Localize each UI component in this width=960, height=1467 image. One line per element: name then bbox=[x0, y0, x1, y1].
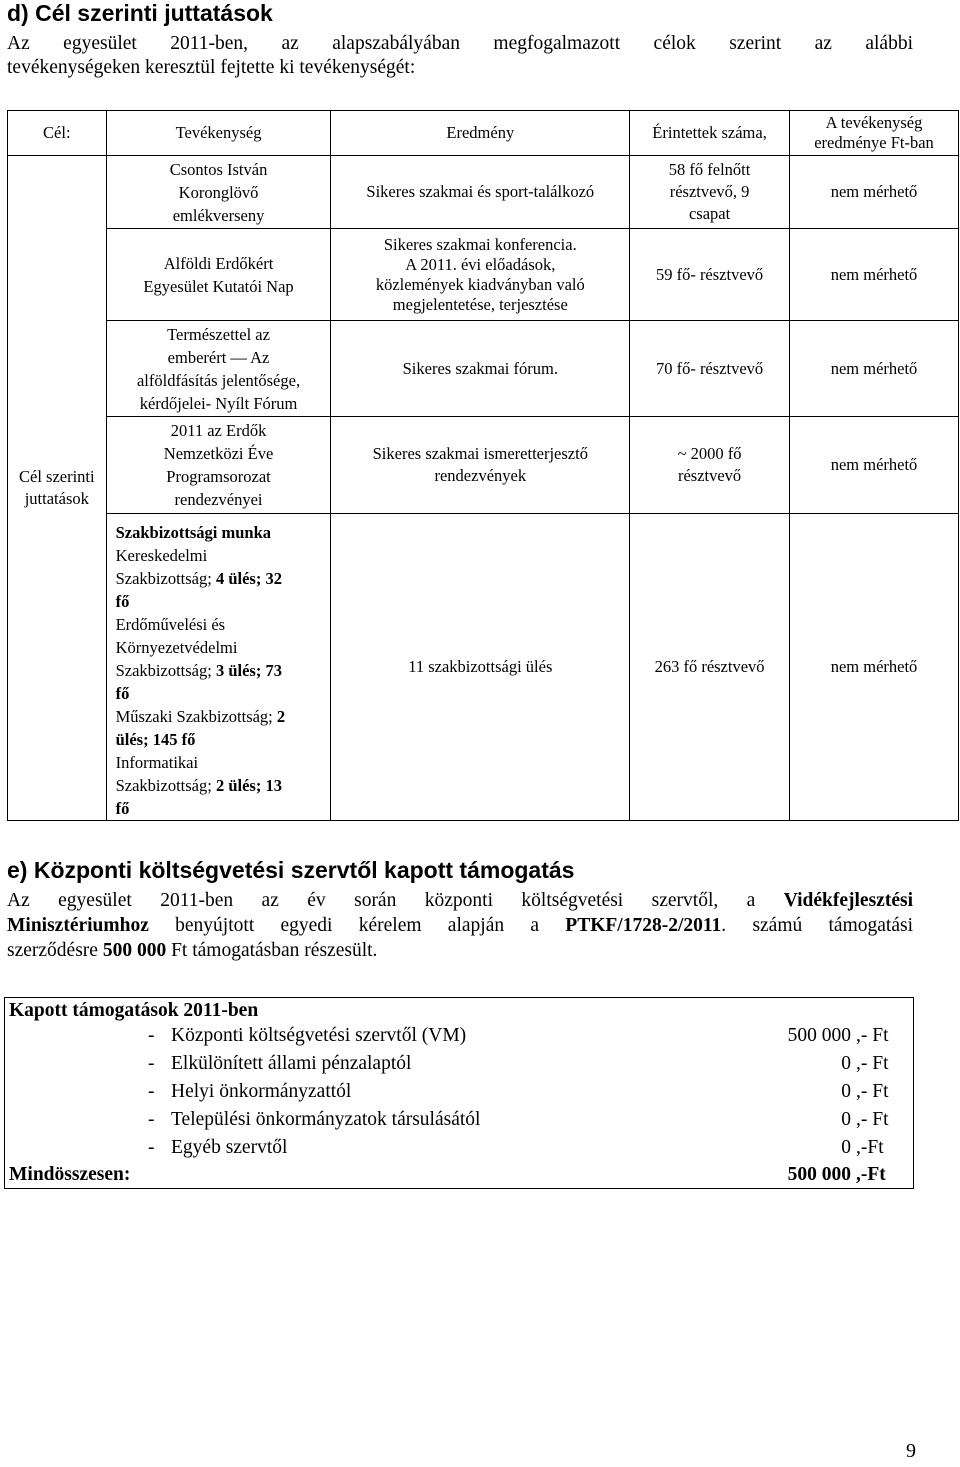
goal-label-line1: Cél szerinti bbox=[18, 467, 95, 486]
table-row bbox=[8, 417, 959, 514]
grant-amount: 0 bbox=[841, 1137, 851, 1158]
cell-line: közlemények kiadványban való bbox=[375, 274, 585, 294]
result-cell bbox=[331, 321, 630, 417]
table-row bbox=[8, 156, 959, 229]
result-cell: 11 szakbizottsági ülés bbox=[331, 514, 630, 821]
activity-cell bbox=[106, 229, 331, 321]
committee-title: Szakbizottsági munka bbox=[115, 523, 271, 542]
grant-dash: - bbox=[148, 1025, 155, 1046]
cell-line: alföldfásítás jelentősége, bbox=[136, 370, 301, 390]
outcome-cell: nem mérhető bbox=[790, 229, 959, 321]
affected-cell bbox=[630, 417, 790, 514]
section-d-intro bbox=[7, 32, 913, 80]
grant-unit: ,-Ft bbox=[856, 1137, 884, 1158]
grant-item bbox=[5, 1137, 913, 1165]
cell-line: résztvevő bbox=[677, 466, 742, 485]
section-e-paragraph bbox=[7, 888, 913, 963]
grant-label: Központi költségvetési szervtől (VM) bbox=[171, 1025, 467, 1046]
cell-line: Természettel az bbox=[167, 324, 270, 344]
committee-line: Informatikai bbox=[115, 753, 199, 772]
cell-line: Programsorozat bbox=[166, 467, 271, 486]
cell-line: kérdőjelei- Nyílt Fórum bbox=[139, 393, 298, 413]
committee-line: Szakbizottság; 3 ülés; 73 bbox=[115, 661, 282, 680]
committee-line: Erdőművelési és bbox=[115, 615, 226, 634]
header-result: Eredmény bbox=[331, 111, 630, 156]
header-activity: Tevékenység bbox=[106, 111, 331, 156]
grants-total-row bbox=[5, 1164, 913, 1192]
table-header-row bbox=[8, 111, 959, 156]
committee-line: Környezetvédelmi bbox=[115, 638, 238, 657]
grant-dash: - bbox=[148, 1137, 155, 1158]
result-cell bbox=[331, 229, 630, 321]
cell-line: rendezvényei bbox=[174, 490, 263, 509]
grant-amount: 0 bbox=[841, 1081, 851, 1102]
activities-table bbox=[7, 110, 959, 821]
table-row bbox=[8, 321, 959, 417]
outcome-cell: nem mérhető bbox=[790, 514, 959, 821]
header-goal: Cél: bbox=[8, 111, 107, 156]
outcome-cell: nem mérhető bbox=[790, 156, 959, 229]
grant-dash: - bbox=[148, 1081, 155, 1102]
cell-line: emlékverseny bbox=[172, 205, 265, 225]
committee-line: Szakbizottság; 4 ülés; 32 bbox=[115, 569, 282, 588]
committee-cell bbox=[106, 514, 331, 821]
cell-line: Sikeres szakmai konferencia. bbox=[383, 234, 577, 254]
cell-line: 59 fő- résztvevő bbox=[655, 264, 764, 284]
affected-cell bbox=[630, 229, 790, 321]
section-e-line-3 bbox=[7, 938, 913, 963]
cell-line: Nemzetközi Éve bbox=[163, 444, 274, 463]
affected-cell bbox=[630, 321, 790, 417]
header-outcome bbox=[790, 111, 959, 156]
committee-line: fő bbox=[115, 684, 130, 703]
grant-item bbox=[5, 1025, 913, 1053]
cell-line: Sikeres szakmai ismeretterjesztő bbox=[372, 444, 588, 463]
goal-cell bbox=[8, 156, 107, 821]
grant-item bbox=[5, 1109, 913, 1137]
activity-cell bbox=[106, 417, 331, 514]
section-e-title: e) Központi költségvetési szervtől kapott támogatás bbox=[7, 857, 575, 883]
cell-line: Egyesület Kutatói Nap bbox=[143, 276, 294, 296]
grant-amount: 0 bbox=[841, 1053, 851, 1074]
cell-line: ~ 2000 fő bbox=[677, 444, 742, 463]
section-d-title: d) Cél szerinti juttatások bbox=[7, 0, 273, 26]
contract-number: PTKF/1728-2/2011 bbox=[565, 915, 722, 936]
committee-line: ülés; 145 fő bbox=[115, 730, 196, 749]
page-number: 9 bbox=[906, 1440, 916, 1462]
grant-dash: - bbox=[148, 1109, 155, 1130]
cell-line: emberért — Az bbox=[167, 347, 270, 367]
committee-line: fő bbox=[115, 592, 130, 611]
grant-amount: 500 000 bbox=[102, 940, 167, 961]
ministry-name-cont: Minisztériumhoz bbox=[7, 915, 149, 936]
cell-line: résztvevő, 9 bbox=[669, 182, 750, 201]
total-amount: 500 000 bbox=[787, 1164, 851, 1185]
grant-unit: ,- Ft bbox=[856, 1025, 889, 1046]
grant-amount: 500 000 bbox=[787, 1025, 851, 1046]
grant-label: Elkülönített állami pénzalaptól bbox=[171, 1053, 412, 1074]
result-cell bbox=[331, 156, 630, 229]
committee-line: Szakbizottság; 2 ülés; 13 bbox=[115, 776, 282, 795]
cell-line: csapat bbox=[688, 204, 731, 223]
intro-line-1: Az egyesület 2011-ben, az alapszabályában megfogalmazott célok szerint az alábbi bbox=[7, 33, 913, 54]
affected-cell: 263 fő résztvevő bbox=[630, 514, 790, 821]
cell-line: rendezvények bbox=[434, 466, 527, 485]
committee-line: fő bbox=[115, 799, 130, 818]
intro-line-2: tevékenységeken keresztül fejtette ki tevékenységét: bbox=[7, 57, 416, 78]
grant-item bbox=[5, 1081, 913, 1109]
header-outcome-line1: A tevékenység bbox=[825, 113, 923, 132]
committee-lines bbox=[116, 544, 331, 820]
grant-label: Egyéb szervtől bbox=[171, 1137, 288, 1158]
cell-line: Sikeres szakmai fórum. bbox=[402, 358, 558, 378]
para-text: benyújtott egyedi kérelem alapján a bbox=[148, 915, 566, 936]
grant-amount: 0 bbox=[841, 1109, 851, 1130]
cell-line: Alföldi Erdőkért bbox=[163, 253, 274, 273]
para-text: . számú támogatási bbox=[721, 915, 913, 936]
para-text: Az egyesület 2011-ben az év során központi költségvetési szervtől, a bbox=[7, 890, 784, 911]
goal-label-line2: juttatások bbox=[24, 489, 89, 508]
cell-line: 70 fő- résztvevő bbox=[655, 358, 764, 378]
activity-cell bbox=[106, 321, 331, 417]
cell-line: Csontos István bbox=[169, 159, 268, 179]
grant-unit: ,- Ft bbox=[856, 1053, 889, 1074]
header-affected: Érintettek száma, bbox=[630, 111, 790, 156]
grant-unit: ,- Ft bbox=[856, 1081, 889, 1102]
result-cell bbox=[331, 417, 630, 514]
cell-line: Sikeres szakmai és sport-találkozó bbox=[366, 182, 595, 201]
cell-line: megjelentetése, terjesztése bbox=[392, 294, 568, 314]
grant-item bbox=[5, 1053, 913, 1081]
table-row bbox=[8, 514, 959, 821]
para-text: Ft támogatásban részesült. bbox=[166, 940, 378, 961]
total-unit: ,-Ft bbox=[856, 1164, 886, 1185]
outcome-cell: nem mérhető bbox=[790, 417, 959, 514]
total-label: Mindösszesen: bbox=[9, 1164, 131, 1185]
cell-line: Koronglövő bbox=[178, 182, 259, 202]
grants-title: Kapott támogatások 2011-ben bbox=[9, 1000, 259, 1021]
ministry-name: Vidékfejlesztési bbox=[783, 890, 913, 911]
affected-cell bbox=[630, 156, 790, 229]
grant-label: Települési önkormányzatok társulásától bbox=[171, 1109, 481, 1130]
cell-line: 58 fő felnőtt bbox=[668, 160, 751, 179]
grant-dash: - bbox=[148, 1053, 155, 1074]
committee-line: Kereskedelmi bbox=[115, 546, 208, 565]
committee-line: Műszaki Szakbizottság; 2 bbox=[115, 707, 286, 726]
section-e-line-1 bbox=[7, 888, 913, 913]
cell-line: 2011 az Erdők bbox=[170, 421, 267, 440]
cell-line: A 2011. évi előadások, bbox=[405, 254, 556, 274]
para-text: szerződésre bbox=[7, 940, 103, 961]
table-row bbox=[8, 229, 959, 321]
header-outcome-line2: eredménye Ft-ban bbox=[814, 133, 934, 152]
grants-box bbox=[4, 997, 914, 1189]
outcome-cell: nem mérhető bbox=[790, 321, 959, 417]
grant-unit: ,- Ft bbox=[856, 1109, 889, 1130]
activity-cell bbox=[106, 156, 331, 229]
grant-label: Helyi önkormányzattól bbox=[171, 1081, 352, 1102]
section-e-line-2 bbox=[7, 913, 913, 938]
